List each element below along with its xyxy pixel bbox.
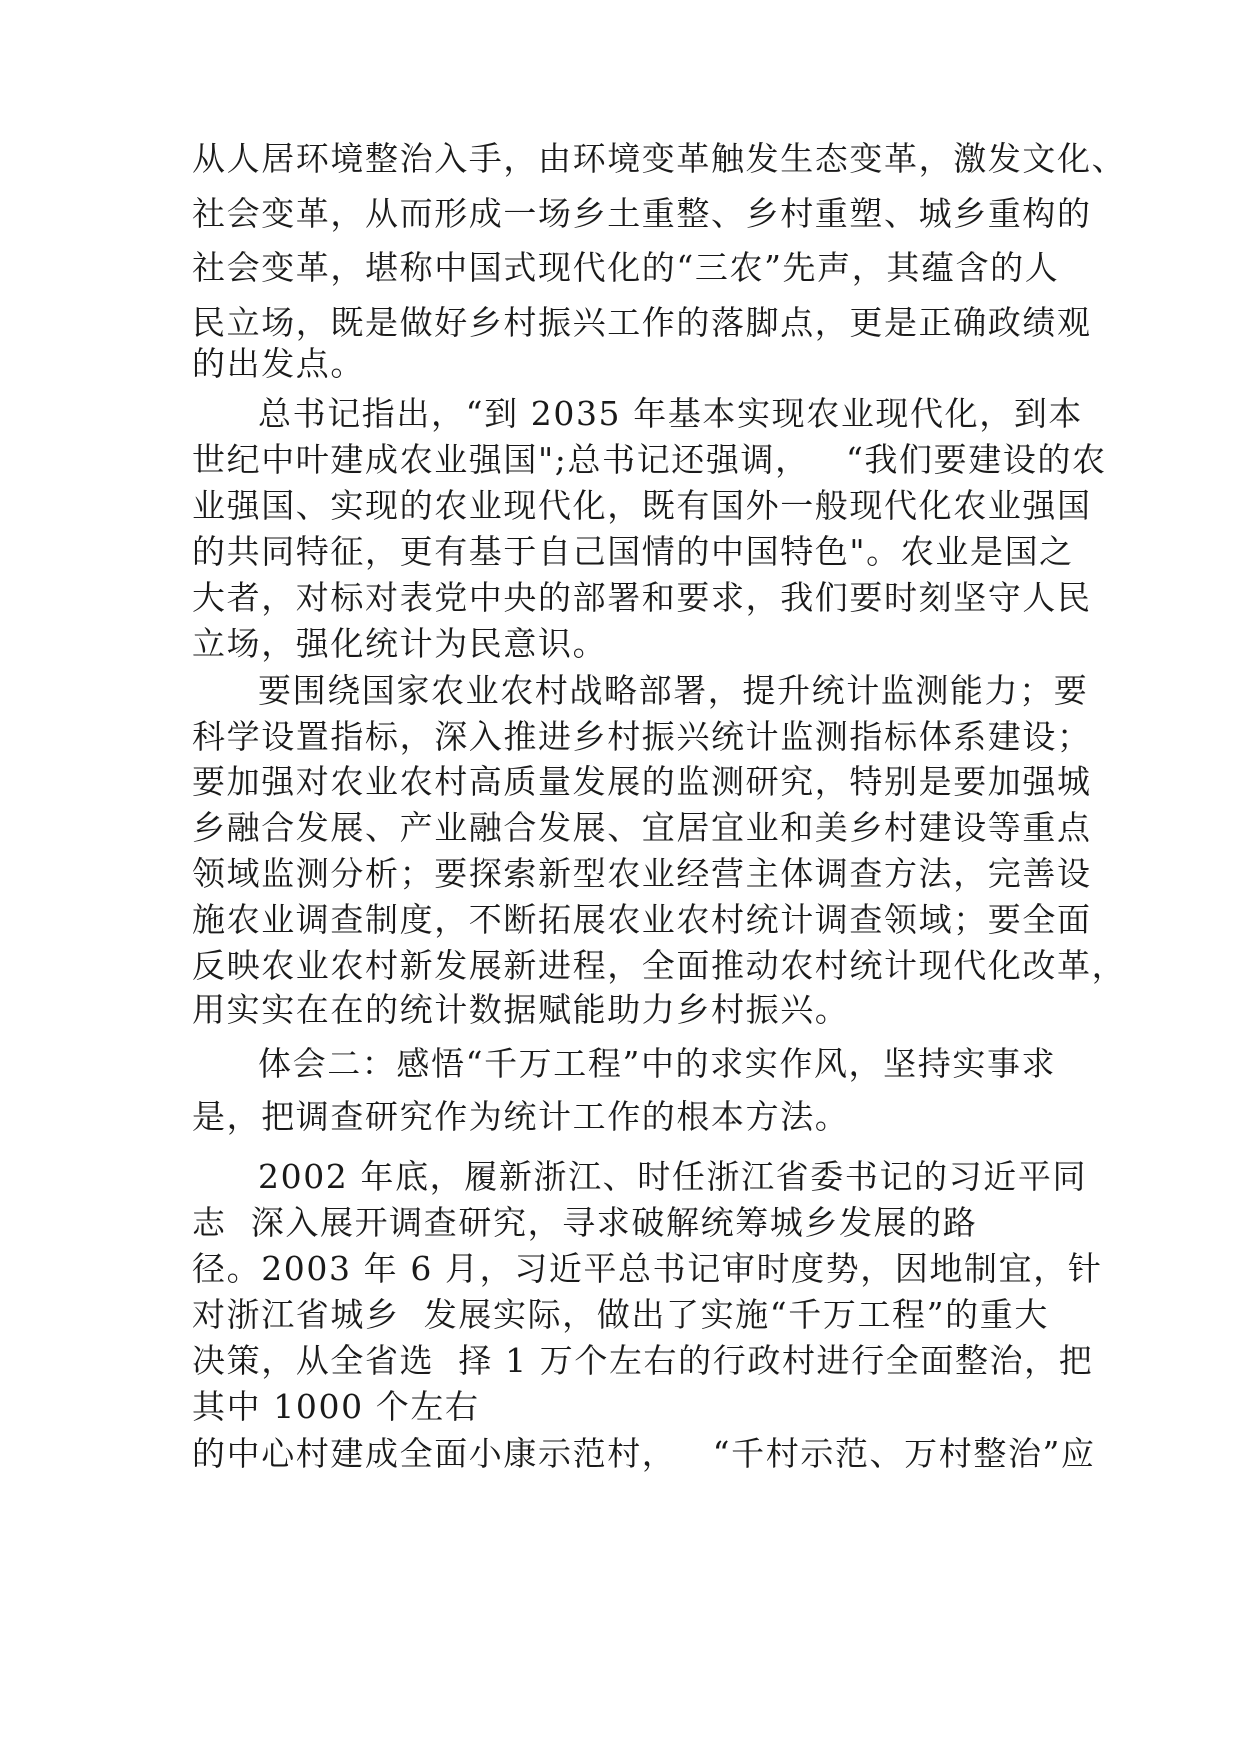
section-heading-line: 是，把调查研究作为统计工作的根本方法。 (192, 1097, 850, 1136)
text-line: 对浙江省城乡 发展实际，做出了实施“千万工程”的重大 (192, 1295, 1049, 1334)
text-line: 要加强对农业农村高质量发展的监测研究，特别是要加强城 (192, 762, 1092, 801)
text-line: 的中心村建成全面小康示范村， “千村示范、万村整治”应 (192, 1434, 1096, 1473)
text-line: 社会变革，从而形成一场乡土重整、乡村重塑、城乡重构的 (192, 194, 1092, 233)
text-line: 民立场，既是做好乡村振兴工作的落脚点，更是正确政绩观 (192, 303, 1092, 342)
text-line: 决策，从全省选 择 1 万个左右的行政村进行全面整治，把 (192, 1341, 1094, 1380)
text-line: 乡融合发展、产业融合发展、宜居宜业和美乡村建设等重点 (192, 808, 1092, 847)
text-line: 科学设置指标，深入推进乡村振兴统计监测指标体系建设； (192, 717, 1092, 756)
text-line: 从人居环境整治入手，由环境变革触发生态变革，激发文化、 (192, 139, 1127, 178)
text-line: 的出发点。 (192, 344, 365, 383)
text-line: 施农业调查制度，不断拓展农业农村统计调查领域；要全面 (192, 900, 1092, 939)
text-line: 反映农业农村新发展新进程，全面推动农村统计现代化改革， (192, 946, 1127, 985)
text-line: 领域监测分析；要探索新型农业经营主体调查方法，完善设 (192, 854, 1092, 893)
paragraph-first-line: 总书记指出，“到 2035 年基本实现农业现代化，到本 (258, 394, 1084, 433)
text-line: 志 深入展开调查研究，寻求破解统筹城乡发展的路 (192, 1203, 978, 1242)
text-line: 世纪中叶建成农业强国";总书记还强调， “我们要建设的农 (192, 440, 1107, 479)
section-heading-line: 体会二：感悟“千万工程”中的求实作风，坚持实事求 (258, 1044, 1057, 1083)
text-line: 大者，对标对表党中央的部署和要求，我们要时刻坚守人民 (192, 578, 1092, 617)
text-line: 其中 1000 个左右 (192, 1387, 480, 1426)
text-line: 用实实在在的统计数据赋能助力乡村振兴。 (192, 990, 850, 1029)
text-line: 立场，强化统计为民意识。 (192, 624, 608, 663)
text-line: 的共同特征，更有基于自己国情的中国特色"。农业是国之 (192, 532, 1074, 571)
paragraph-first-line: 2002 年底，履新浙江、时任浙江省委书记的习近平同 (258, 1157, 1088, 1196)
text-line: 径。2003 年 6 月，习近平总书记审时度势，因地制宜，针 (192, 1249, 1103, 1288)
paragraph-first-line: 要围绕国家农业农村战略部署，提升统计监测能力；要 (258, 671, 1089, 710)
text-line: 业强国、实现的农业现代化，既有国外一般现代化农业强国 (192, 486, 1092, 525)
text-line: 社会变革，堪称中国式现代化的“三农”先声，其蕴含的人 (192, 248, 1060, 287)
